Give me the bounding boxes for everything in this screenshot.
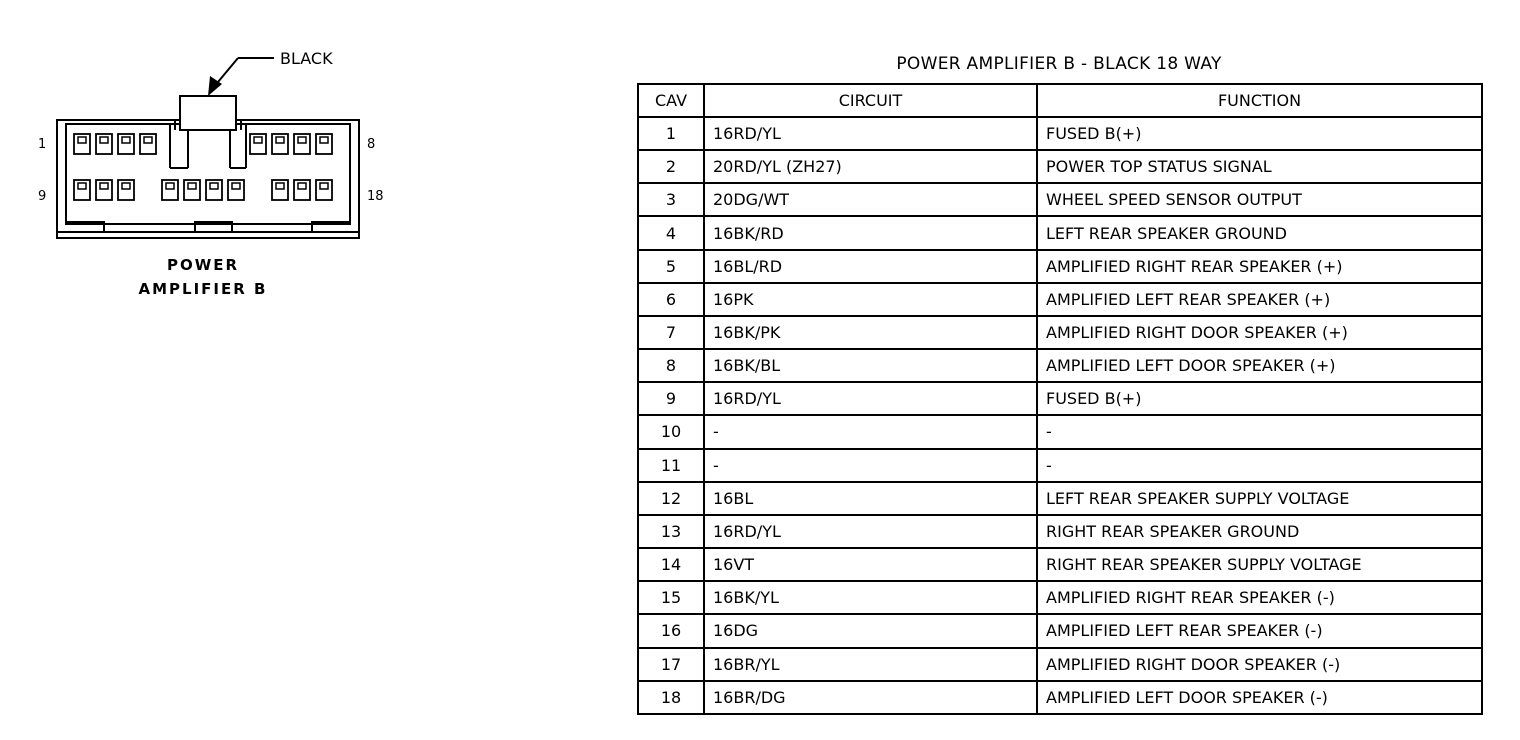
pin-label-1: 1 <box>38 137 47 152</box>
function-cell: FUSED B(+) <box>1037 117 1482 150</box>
circuit-cell: 20DG/WT <box>704 183 1037 216</box>
table-row <box>638 283 1482 316</box>
cavity <box>74 134 90 154</box>
cavity <box>316 134 332 154</box>
function-cell: POWER TOP STATUS SIGNAL <box>1037 150 1482 183</box>
callout-label: BLACK <box>280 49 333 68</box>
table-row <box>638 614 1482 647</box>
pin-label-9: 9 <box>38 189 47 204</box>
cav-cell: 4 <box>638 216 704 249</box>
table-row <box>638 216 1482 249</box>
circuit-cell: 16DG <box>704 614 1037 647</box>
circuit-cell: - <box>704 449 1037 482</box>
circuit-cell: 16RD/YL <box>704 515 1037 548</box>
table-header-row <box>638 84 1482 117</box>
table-row <box>638 382 1482 415</box>
cav-cell: 15 <box>638 581 704 614</box>
function-cell: AMPLIFIED LEFT REAR SPEAKER (+) <box>1037 283 1482 316</box>
function-cell: - <box>1037 449 1482 482</box>
cavity <box>74 180 90 200</box>
table-row <box>638 449 1482 482</box>
cavity <box>316 180 332 200</box>
function-cell: AMPLIFIED RIGHT DOOR SPEAKER (+) <box>1037 316 1482 349</box>
cavity <box>96 180 112 200</box>
circuit-cell: 16VT <box>704 548 1037 581</box>
cavity <box>118 134 134 154</box>
circuit-cell: 16BR/YL <box>704 648 1037 681</box>
callout-arrow <box>208 58 274 96</box>
circuit-cell: 16BK/PK <box>704 316 1037 349</box>
circuit-cell: 16BK/BL <box>704 349 1037 382</box>
cav-cell: 11 <box>638 449 704 482</box>
header-function: FUNCTION <box>1037 84 1482 117</box>
function-cell: LEFT REAR SPEAKER SUPPLY VOLTAGE <box>1037 482 1482 515</box>
table-row <box>638 117 1482 150</box>
circuit-cell: - <box>704 415 1037 448</box>
table-row <box>638 581 1482 614</box>
cavity <box>96 134 112 154</box>
table-row <box>638 250 1482 283</box>
function-cell: WHEEL SPEED SENSOR OUTPUT <box>1037 183 1482 216</box>
cav-cell: 7 <box>638 316 704 349</box>
table-row <box>638 316 1482 349</box>
circuit-cell: 16RD/YL <box>704 382 1037 415</box>
header-circuit: CIRCUIT <box>704 84 1037 117</box>
function-cell: FUSED B(+) <box>1037 382 1482 415</box>
circuit-cell: 20RD/YL (ZH27) <box>704 150 1037 183</box>
function-cell: RIGHT REAR SPEAKER GROUND <box>1037 515 1482 548</box>
connector-name-line1: POWER <box>166 256 240 274</box>
cav-cell: 2 <box>638 150 704 183</box>
table-row <box>638 150 1482 183</box>
cav-cell: 3 <box>638 183 704 216</box>
table-row <box>638 183 1482 216</box>
cav-cell: 10 <box>638 415 704 448</box>
table-row <box>638 548 1482 581</box>
pin-label-18: 18 <box>367 189 384 204</box>
function-cell: LEFT REAR SPEAKER GROUND <box>1037 216 1482 249</box>
cav-cell: 16 <box>638 614 704 647</box>
circuit-cell: 16BR/DG <box>704 681 1037 714</box>
cav-cell: 6 <box>638 283 704 316</box>
cav-cell: 18 <box>638 681 704 714</box>
cavity <box>118 180 134 200</box>
connector-housing <box>57 96 359 238</box>
table-row <box>638 415 1482 448</box>
table-body <box>638 117 1482 714</box>
function-cell: AMPLIFIED LEFT DOOR SPEAKER (+) <box>1037 349 1482 382</box>
table-row <box>638 648 1482 681</box>
function-cell: RIGHT REAR SPEAKER SUPPLY VOLTAGE <box>1037 548 1482 581</box>
connector-face-diagram <box>0 0 420 320</box>
cav-cell: 8 <box>638 349 704 382</box>
function-cell: AMPLIFIED RIGHT REAR SPEAKER (+) <box>1037 250 1482 283</box>
cavity <box>272 134 288 154</box>
cav-cell: 14 <box>638 548 704 581</box>
function-cell: AMPLIFIED LEFT DOOR SPEAKER (-) <box>1037 681 1482 714</box>
cav-cell: 9 <box>638 382 704 415</box>
header-cav: CAV <box>638 84 704 117</box>
table-title: POWER AMPLIFIER B - BLACK 18 WAY <box>896 54 1222 74</box>
cav-cell: 17 <box>638 648 704 681</box>
function-cell: - <box>1037 415 1482 448</box>
cavity <box>250 134 266 154</box>
table-row <box>638 681 1482 714</box>
pin-label-8: 8 <box>367 137 376 152</box>
cavity <box>184 180 200 200</box>
table-row <box>638 515 1482 548</box>
cavity <box>162 180 178 200</box>
cavity <box>206 180 222 200</box>
circuit-cell: 16BL/RD <box>704 250 1037 283</box>
table-row <box>638 482 1482 515</box>
table-row <box>638 349 1482 382</box>
circuit-cell: 16BL <box>704 482 1037 515</box>
pinout-table <box>637 83 1483 715</box>
cav-cell: 1 <box>638 117 704 150</box>
cav-cell: 12 <box>638 482 704 515</box>
circuit-cell: 16PK <box>704 283 1037 316</box>
function-cell: AMPLIFIED RIGHT DOOR SPEAKER (-) <box>1037 648 1482 681</box>
circuit-cell: 16RD/YL <box>704 117 1037 150</box>
cavity <box>228 180 244 200</box>
cav-cell: 13 <box>638 515 704 548</box>
connector-name-line2: AMPLIFIER B <box>138 280 268 298</box>
cavity <box>294 180 310 200</box>
function-cell: AMPLIFIED LEFT REAR SPEAKER (-) <box>1037 614 1482 647</box>
connector-cavities <box>74 134 332 200</box>
cavity <box>294 134 310 154</box>
function-cell: AMPLIFIED RIGHT REAR SPEAKER (-) <box>1037 581 1482 614</box>
cavity <box>140 134 156 154</box>
circuit-cell: 16BK/RD <box>704 216 1037 249</box>
cav-cell: 5 <box>638 250 704 283</box>
circuit-cell: 16BK/YL <box>704 581 1037 614</box>
cavity <box>272 180 288 200</box>
